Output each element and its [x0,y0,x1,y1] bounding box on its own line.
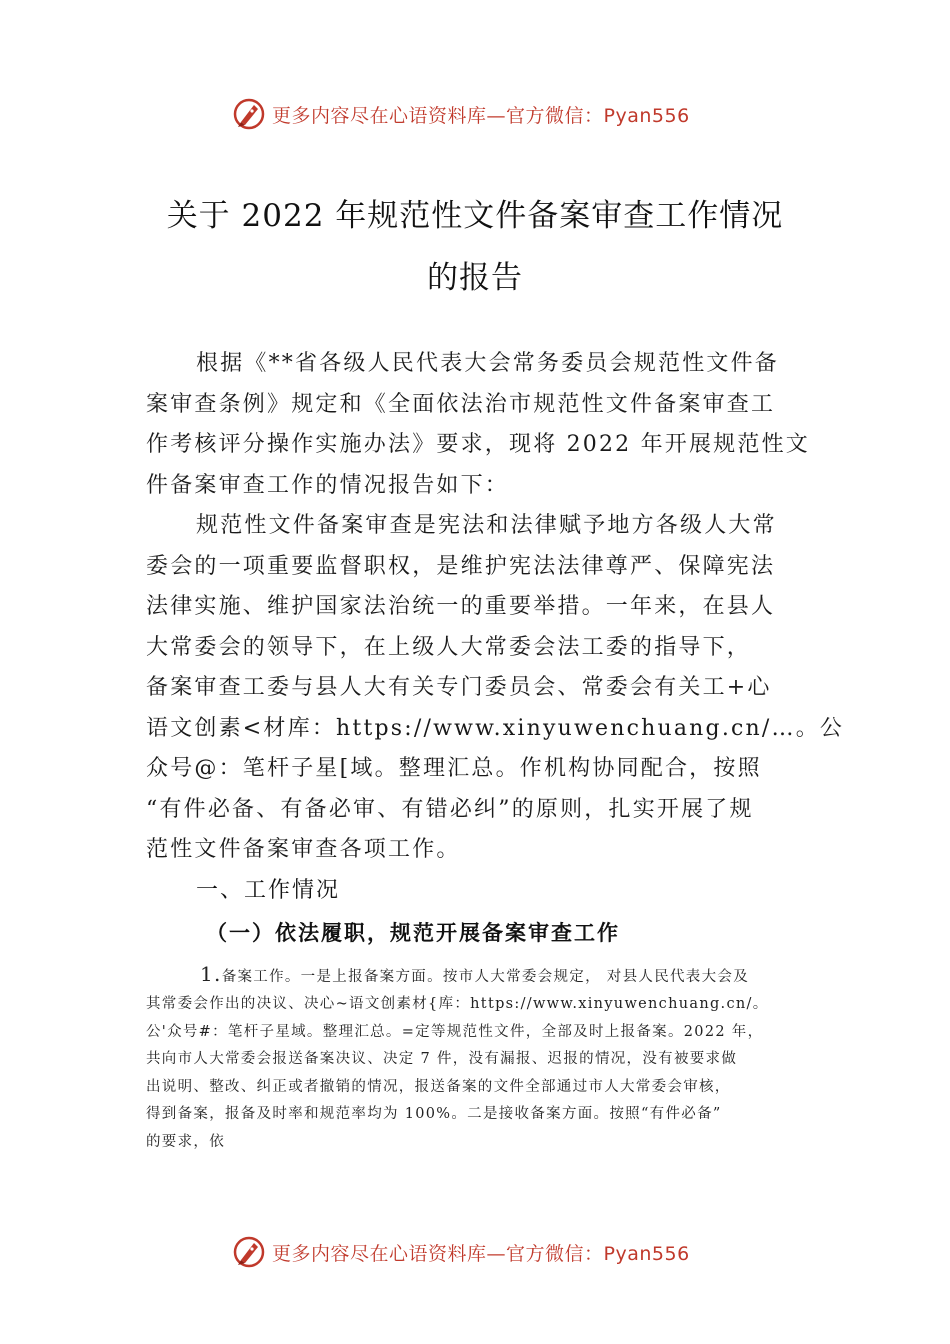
text-line: 大常委会的领导下，在上级人大常委会法工委的指导下， [146,634,752,660]
banner-account: Pyan556 [603,1242,690,1265]
text-line: 备案审查工委与县人大有关专门委员会、常委会有关工+心 [146,675,772,700]
section-heading-1: 一、工作情况 [196,877,341,903]
text-line: 件备案审查工作的情况报告如下： [146,472,510,498]
text-line: 共向市人大常委会报送备案决议、决定 7 件，没有漏报、迟报的情况，没有被要求做 [146,1051,738,1067]
text-line: 法律实施、维护国家法治统一的重要举措。一年来，在县人 [146,594,776,619]
document-title-line-1: 关于 2022 年规范性文件备案审查工作情况 [166,198,784,234]
text-line: 范性文件备案审查各项工作。 [146,837,461,862]
text-line: 委会的一项重要监督职权，是维护宪法法律尊严、保障宪法 [146,553,776,579]
text-line: 得到备案，报备及时率和规范率均为 100%。二是接收备案方面。按照“有件必备” [146,1106,722,1122]
document-title-line-2: 的报告 [427,260,523,296]
banner-text: 更多内容尽在心语资料库—官方微信：Pyan556 [272,104,690,127]
text-line: 公'众号#：笔杆子星域。整理汇总。=定等规范性文件，全部及时上报备案。2022 年， [146,1023,764,1040]
pen-nib-logo-icon [232,97,266,131]
banner-account: Pyan556 [603,104,690,127]
text-line: 根据《**省各级人民代表大会常务委员会规范性文件备 [196,351,780,376]
text-line: 案审查条例》规定和《全面依法治市规范性文件备案审查工 [146,391,776,417]
item-number: 1. [200,961,222,986]
text-line: 其常委会作出的决议、决心~语文创素材{库：https://www.xinyuwenchuang.cn/。 [146,996,769,1012]
text-line: 出说明、整改、纠正或者撤销的情况，报送备案的文件全部通过市人大常委会审核， [146,1078,731,1095]
text-line: “有件必备、有备必审、有错必纠”的原则，扎实开展了规 [146,796,754,822]
section-heading-2: （一）依法履职，规范开展备案审查工作 [206,920,620,945]
paragraph-filing-work [146,961,810,1157]
footer-watermark-banner [232,1232,752,1272]
pen-nib-logo-icon [232,1235,266,1269]
text-line: 众号@：笔杆子星[域。整理汇总。作机构协同配合，按照 [146,756,762,781]
document-body [146,344,845,1156]
text-line: 作考核评分操作实施办法》要求，现将 2022 年开展规范性文 [146,432,810,457]
text-line: 的要求，依 [146,1133,225,1150]
banner-text: 更多内容尽在心语资料库—官方微信：Pyan556 [272,1242,690,1265]
header-watermark-banner [232,94,752,134]
text-line: 规范性文件备案审查是宪法和法律赋予地方各级人大常 [196,513,777,538]
text-line: 1.备案工作。一是上报备案方面。按市人大常委会规定， 对县人民代表大会及 [200,961,749,986]
paragraph-intro [146,344,810,506]
paragraph-overview [146,506,845,871]
text-line: 语文创素<材库：https://www.xinyuwenchuang.cn/…。公 [146,715,845,741]
